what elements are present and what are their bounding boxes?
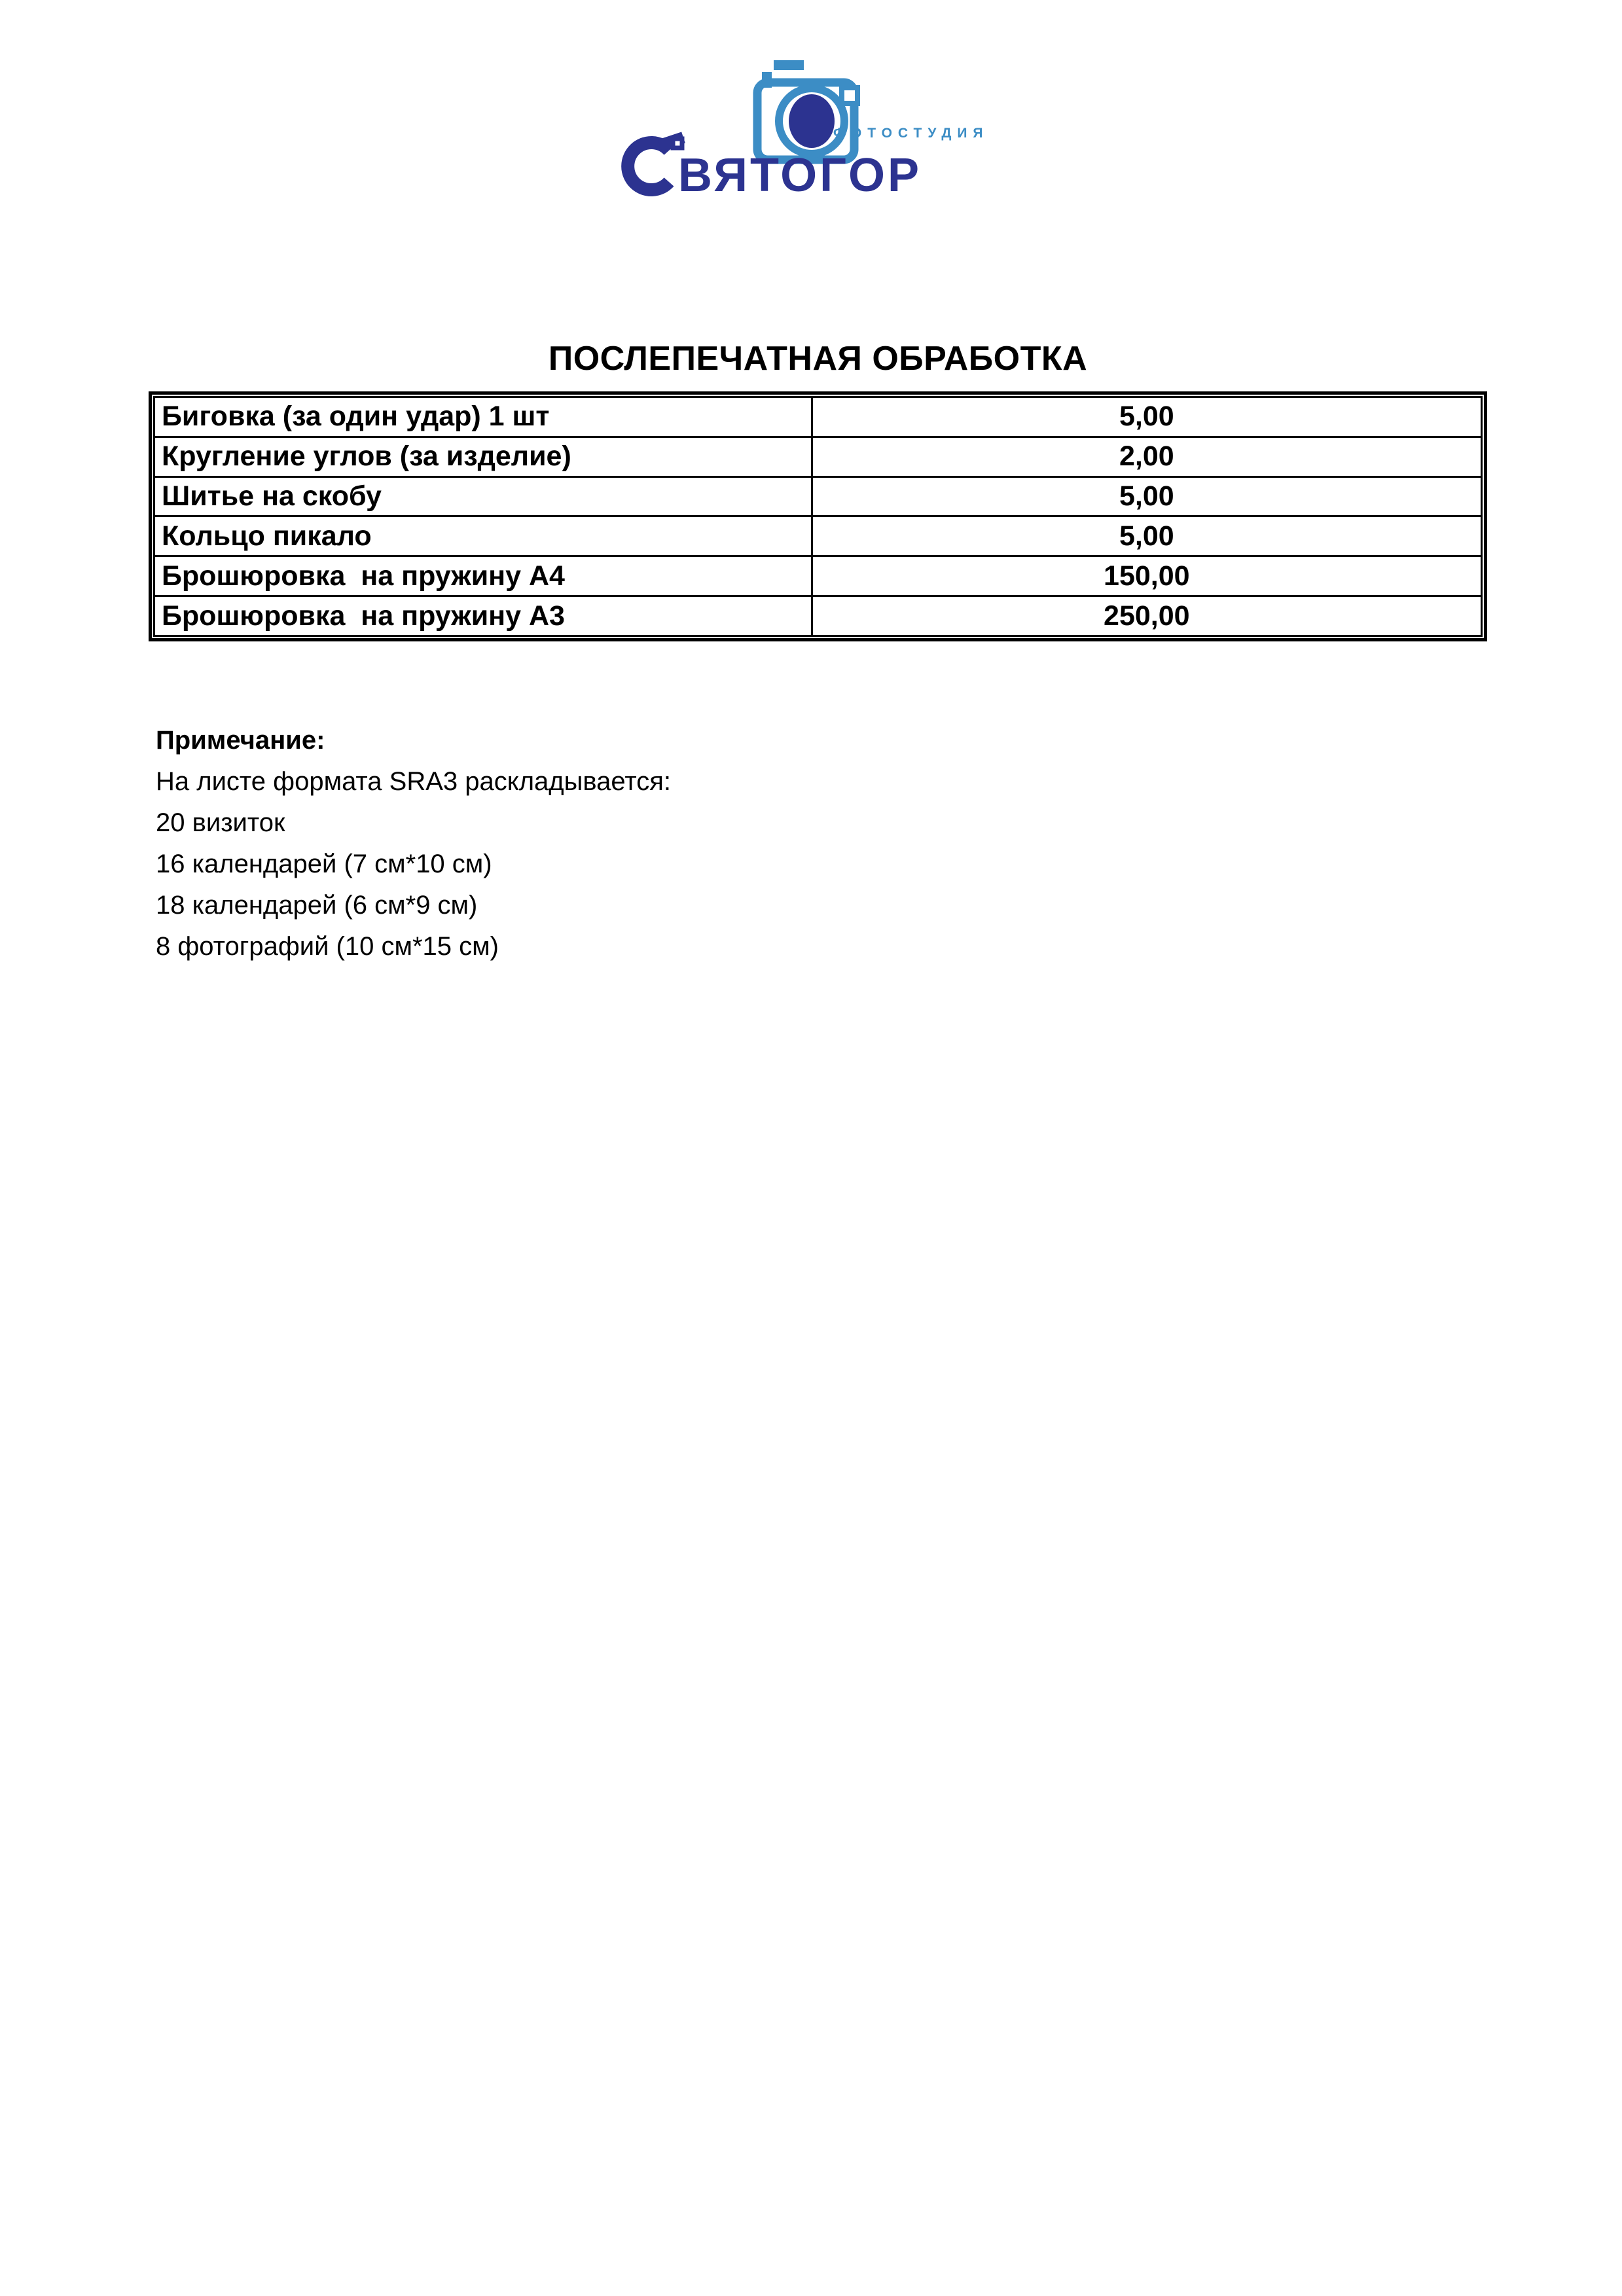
notes-heading: Примечание: xyxy=(156,726,325,755)
service-price-cell: 5,00 xyxy=(812,397,1481,437)
service-price-cell: 5,00 xyxy=(812,476,1481,516)
service-name-cell: Брошюровка на пружину А3 xyxy=(154,596,812,636)
service-price-cell: 150,00 xyxy=(812,556,1481,596)
studio-logo xyxy=(612,60,1018,207)
service-price-cell: 2,00 xyxy=(812,437,1481,476)
table-row xyxy=(154,596,1482,636)
logo-brand-name: ВЯТОГОР xyxy=(678,149,922,202)
table-row xyxy=(154,397,1482,437)
notes-line: 8 фотографий (10 см*15 см) xyxy=(156,932,499,961)
notes-line: 16 календарей (7 см*10 см) xyxy=(156,850,492,878)
logo-brand-initial-icon xyxy=(614,131,687,199)
notes-line: 20 визиток xyxy=(156,808,285,837)
service-name-cell: Брошюровка на пружину А4 xyxy=(154,556,812,596)
table-row xyxy=(154,437,1482,476)
service-name-cell: Шитье на скобу xyxy=(154,476,812,516)
service-price-cell: 250,00 xyxy=(812,596,1481,636)
logo-brand xyxy=(614,131,922,202)
price-table-frame xyxy=(149,391,1487,641)
notes-section xyxy=(156,720,671,967)
price-table xyxy=(153,396,1483,637)
notes-line: На листе формата SRA3 раскладывается: xyxy=(156,767,671,796)
notes-line: 18 календарей (6 см*9 см) xyxy=(156,891,478,920)
service-price-cell: 5,00 xyxy=(812,516,1481,556)
page-title: ПОСЛЕПЕЧАТНАЯ ОБРАБОТКА xyxy=(548,340,1088,378)
logo-studio-label: ФОТОСТУДИЯ xyxy=(833,126,989,141)
table-row xyxy=(154,556,1482,596)
service-name-cell: Кольцо пикало xyxy=(154,516,812,556)
service-name-cell: Биговка (за один удар) 1 шт xyxy=(154,397,812,437)
table-row xyxy=(154,476,1482,516)
service-name-cell: Кругление углов (за изделие) xyxy=(154,437,812,476)
table-row xyxy=(154,516,1482,556)
